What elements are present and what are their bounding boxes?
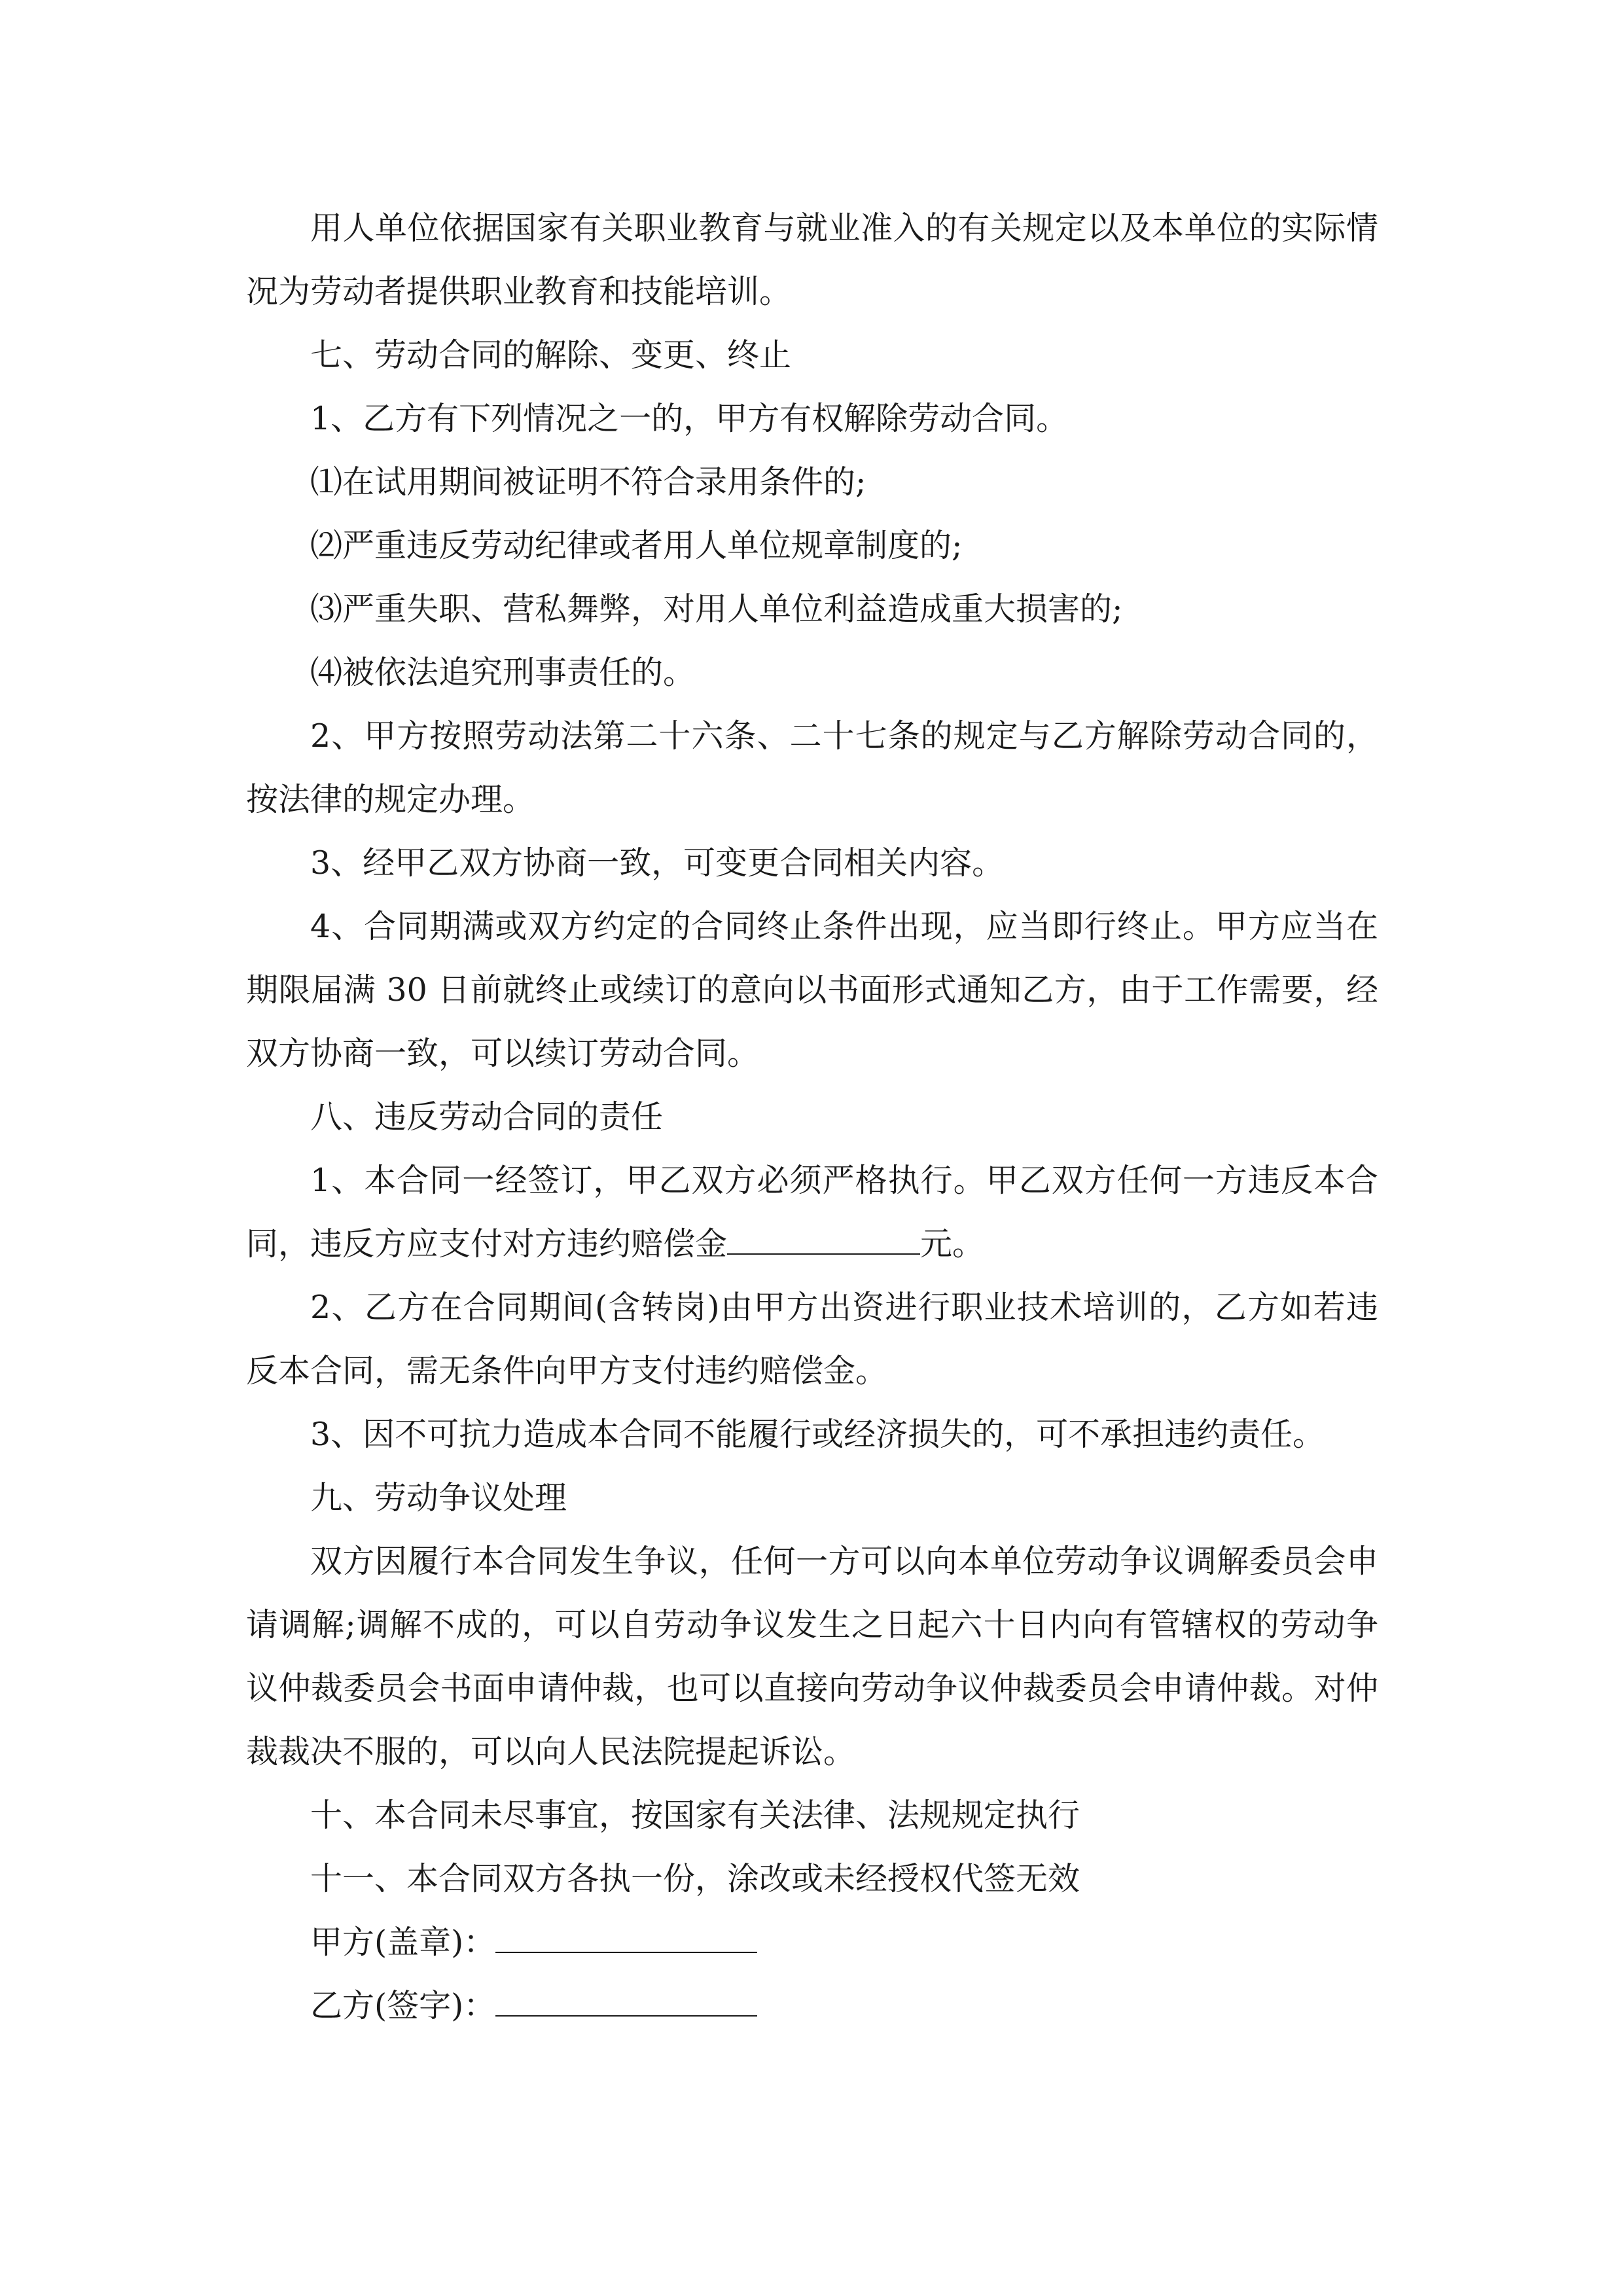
- clause-8-1-unit: 元。: [920, 1225, 985, 1263]
- paragraph-training: 用人单位依据国家有关职业教育与就业准入的有关规定以及本单位的实际情况为劳动者提供职业教育和技能培训。: [246, 209, 1378, 310]
- party-b-signature-blank[interactable]: [495, 1976, 757, 2017]
- clause-8-3: 3、因不可抗力造成本合同不能履行或经济损失的，可不承担违约责任。: [310, 1416, 1325, 1453]
- clause-7-4: 4、合同期满或双方约定的合同终止条件出现，应当即行终止。甲方应当在期限届满 30 日前就终止或续订的意向以书面形式通知乙方，由于工作需要，经双方协商一致，可以续订劳动合同。: [246, 908, 1378, 1072]
- party-b-signature-line: [246, 1974, 1378, 2037]
- section-heading-7: 七、劳动合同的解除、变更、终止: [310, 336, 792, 374]
- clause-7-3: 3、经甲乙双方协商一致，可变更合同相关内容。: [310, 844, 1005, 882]
- section-heading-8: 八、违反劳动合同的责任: [310, 1098, 664, 1136]
- section-heading-9: 九、劳动争议处理: [310, 1479, 567, 1516]
- contract-page: [246, 196, 1378, 2037]
- clause-7-2: 2、甲方按照劳动法第二十六条、二十七条的规定与乙方解除劳动合同的，按法律的规定办理。: [246, 717, 1378, 818]
- clause-7-1-item-2: ⑵严重违反劳动纪律或者用人单位规章制度的;: [310, 527, 963, 564]
- party-a-label: 甲方(盖章)：: [310, 1924, 496, 1961]
- clause-7-1-item-4: ⑷被依法追究刑事责任的。: [310, 654, 696, 691]
- clause-7-1-item-1: ⑴在试用期间被证明不符合录用条件的;: [310, 463, 866, 501]
- section-heading-11: 十一、本合同双方各执一份，涂改或未经授权代签无效: [310, 1860, 1080, 1897]
- clause-7-1: 1、乙方有下列情况之一的，甲方有权解除劳动合同。: [310, 400, 1069, 437]
- party-a-signature-line: [246, 1910, 1378, 1974]
- compensation-amount-blank[interactable]: [727, 1214, 920, 1255]
- clause-8-1: [246, 1149, 1378, 1276]
- clause-7-1-item-3: ⑶严重失职、营私舞弊，对用人单位利益造成重大损害的;: [310, 590, 1123, 628]
- clause-8-1-text: 1、本合同一经签订，甲乙双方必须严格执行。甲乙双方任何一方违反本合同，违反方应支付对方违约赔偿金: [246, 1162, 1378, 1263]
- section-heading-10: 十、本合同未尽事宜，按国家有关法律、法规规定执行: [310, 1797, 1080, 1834]
- clause-9-body: 双方因履行本合同发生争议，任何一方可以向本单位劳动争议调解委员会申请调解;调解不成的，可以自劳动争议发生之日起六十日内向有管辖权的劳动争议仲裁委员会书面申请仲裁，也可以直接向劳动争议仲裁委员会申请仲裁。对仲裁裁决不服的，可以向人民法院提起诉讼。: [246, 1543, 1378, 1770]
- clause-8-2: 2、乙方在合同期间(含转岗)由甲方出资进行职业技术培训的，乙方如若违反本合同，需无条件向甲方支付违约赔偿金。: [246, 1289, 1378, 1390]
- party-a-signature-blank[interactable]: [495, 1912, 757, 1953]
- party-b-label: 乙方(签字)：: [310, 1987, 496, 2024]
